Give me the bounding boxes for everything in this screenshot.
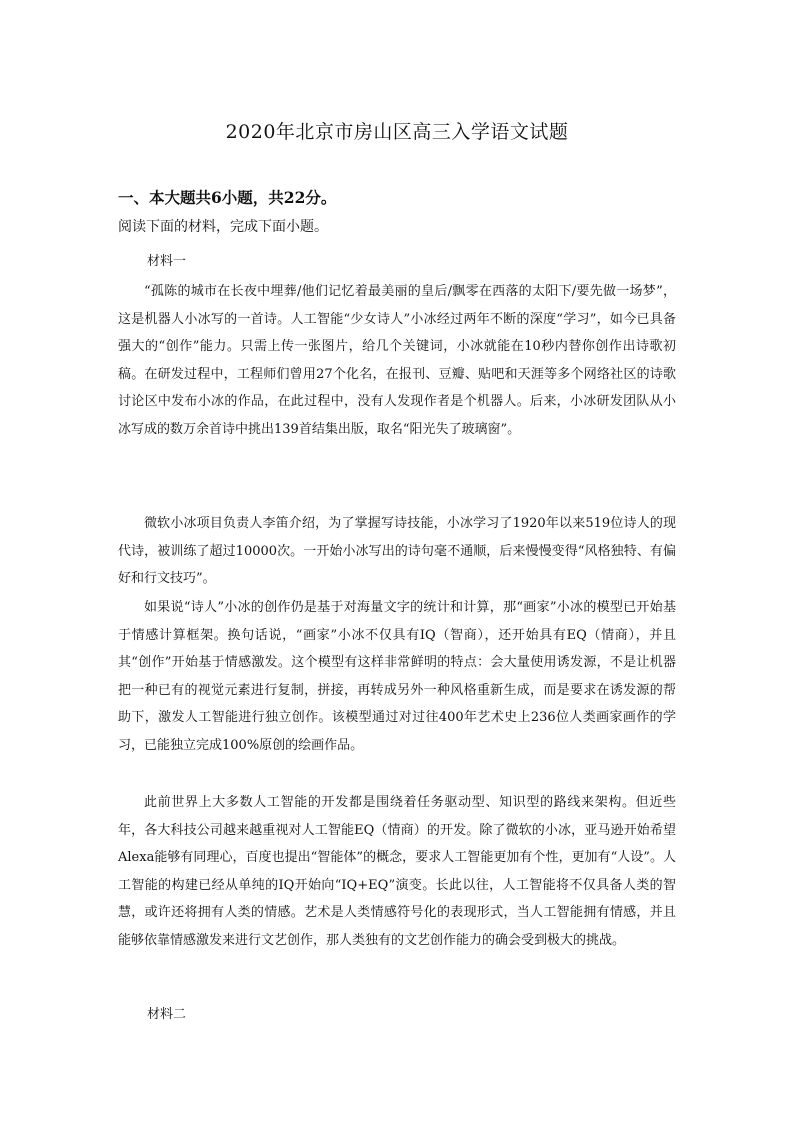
paragraph-1: “孤陈的城市在长夜中埋葬/他们记忆着最美丽的皇后/飘零在西落的太阳下/要先做一场梦”，这是机器人小冰写的一首诗。人工智能“少女诗人”小冰经过两年不断的深度“学习”，如今已具备强大的“创作”能力。只需上传一张图片，给几个关键词，小冰就能在10秒内替你创作出诗歌初稿。在研发过程中，工程师们曾用27个化名，在报刊、豆瓣、贴吧和天涯等多个网络社区的诗歌讨论区中发布小冰的作品，在此过程中，没有人发现作者是个机器人。后来，小冰研发团队从小冰写成的数万余首诗中挑出139首结集出版，取名“阳光失了玻璃窗”。 (118, 284, 676, 437)
paragraph-4: 此前世界上大多数人工智能的开发都是围绕着任务驱动型、知识型的路线来架构。但近些年，各大科技公司越来越重视对人工智能EQ（情商）的开发。除了微软的小冰，亚马逊开始希望Alexa能够有同理心，百度也提出“智能体”的概念，要求人工智能更加有个性，更加有“人设”。人工智能的构建已经从单纯的IQ开始向“IQ+EQ”演变。长此以往，人工智能将不仅具备人类的智慧，或许还将拥有人类的情感。艺术是人类情感符号化的表现形式，当人工智能拥有情感，并且能够依靠情感激发来进行文艺创作，那人类独有的文艺创作能力的确会受到极大的挑战。 (118, 795, 676, 948)
material-1-label: 材料一 (147, 254, 187, 269)
material-2-label: 材料二 (147, 1007, 187, 1022)
section-heading: 一、本大题共6小题，共22分。 (118, 188, 337, 207)
paragraph-2: 微软小冰项目负责人李笛介绍，为了掌握写诗技能，小冰学习了1920年以来519位诗人的现代诗，被训练了超过10000次。一开始小冰写出的诗句毫不通顺，后来慢慢变得“风格独特、有偏好和行文技巧”。 (118, 516, 676, 586)
paragraph-3: 如果说“诗人”小冰的创作仍是基于对海量文字的统计和计算，那“画家”小冰的模型已开始基于情感计算框架。换句话说，“画家”小冰不仅具有IQ（智商），还开始具有EQ（情商），并且其“创作”开始基于情感激发。这个模型有这样非常鲜明的特点：会大量使用诱发源，不是让机器把一种已有的视觉元素进行复制，拼接，再转成另外一种风格重新生成，而是要求在诱发源的帮助下，激发人工智能进行独立创作。该模型通过对过往400年艺术史上236位人类画家画作的学习，已能独立完成100%原创的绘画作品。 (118, 600, 676, 753)
reading-instruction: 阅读下面的材料，完成下面小题。 (118, 219, 328, 235)
page-title: 2020年北京市房山区高三入学语文试题 (225, 120, 569, 143)
